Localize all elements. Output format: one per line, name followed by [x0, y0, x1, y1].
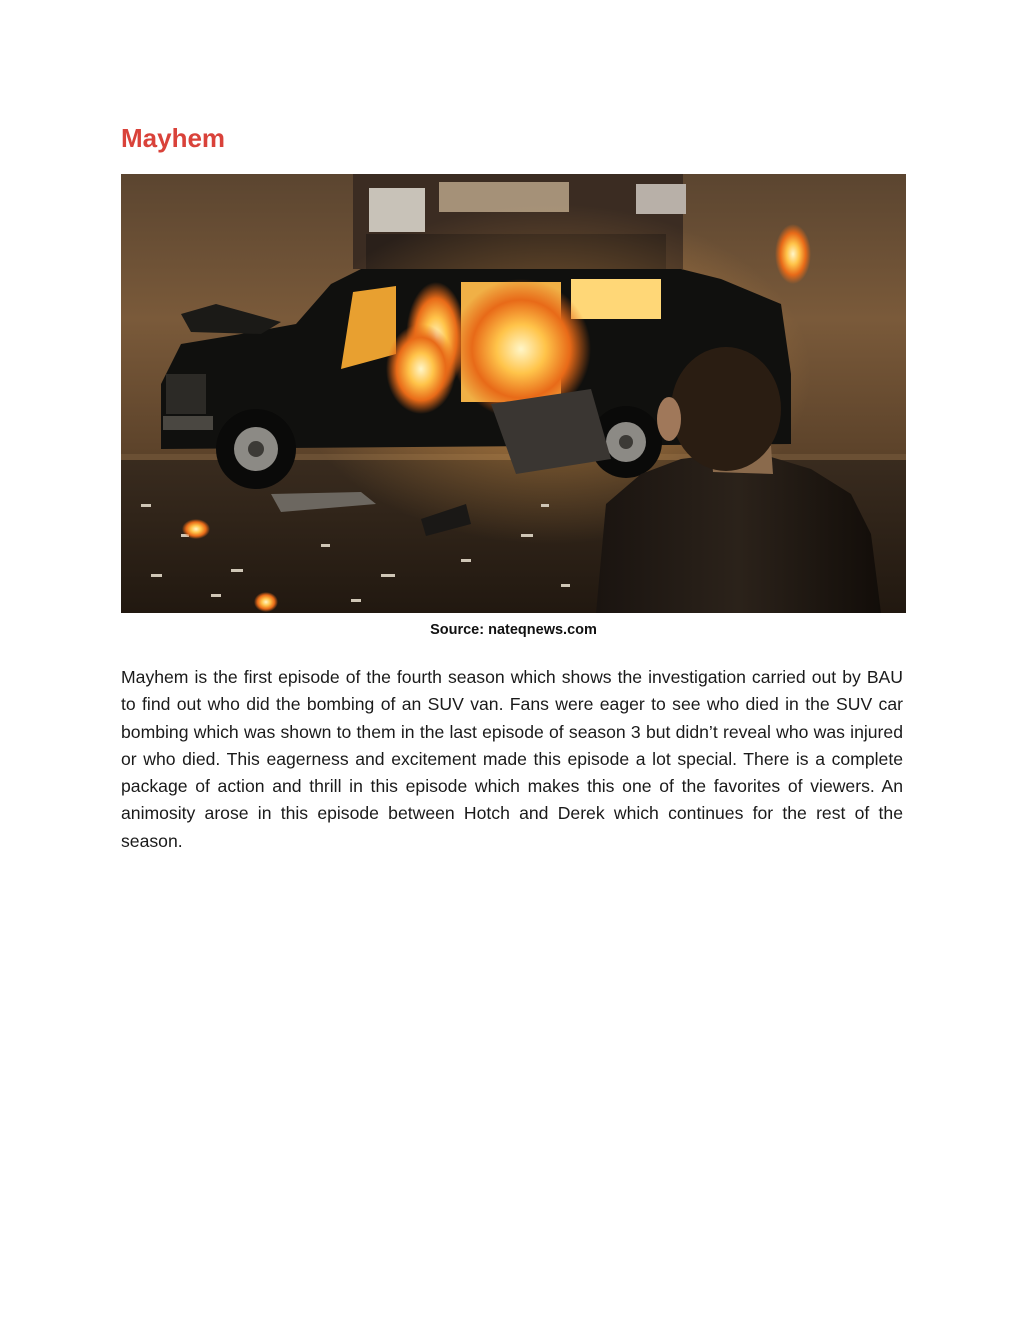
front-seat-fire: [386, 324, 456, 414]
suv-grille: [166, 374, 206, 414]
section-heading: Mayhem: [121, 123, 226, 153]
man-ear: [657, 397, 681, 441]
photo-illustration: [121, 174, 906, 613]
figure-caption: Source: nateqnews.com: [430, 622, 597, 638]
shop-sign-left: [369, 188, 425, 232]
street-fire-1: [182, 519, 210, 539]
burning-suv-photo: [121, 174, 906, 613]
rear-door-fire: [775, 224, 811, 284]
suv-rear-window-fire: [571, 279, 661, 319]
street-fire-2: [254, 592, 278, 612]
man-head: [671, 347, 781, 471]
suv-bumper: [163, 416, 213, 430]
body-paragraph: Mayhem is the first episode of the fourth season which shows the investigation carried out by BAU to find out who did the bombing of an SUV van. Fans were eager to see who died in the SUV car bombing which was shown to them in the last episode of season 3 but didn’t reveal who was injured or who died. This eagerness and excitement made this episode a lot special. There is a complete package of action and thrill in this episode which makes this one of the favorites of viewers. An animosity arose in this episode between Hotch and Derek which continues for the rest of the season.: [121, 667, 903, 851]
shop-sign-right: [636, 184, 686, 214]
